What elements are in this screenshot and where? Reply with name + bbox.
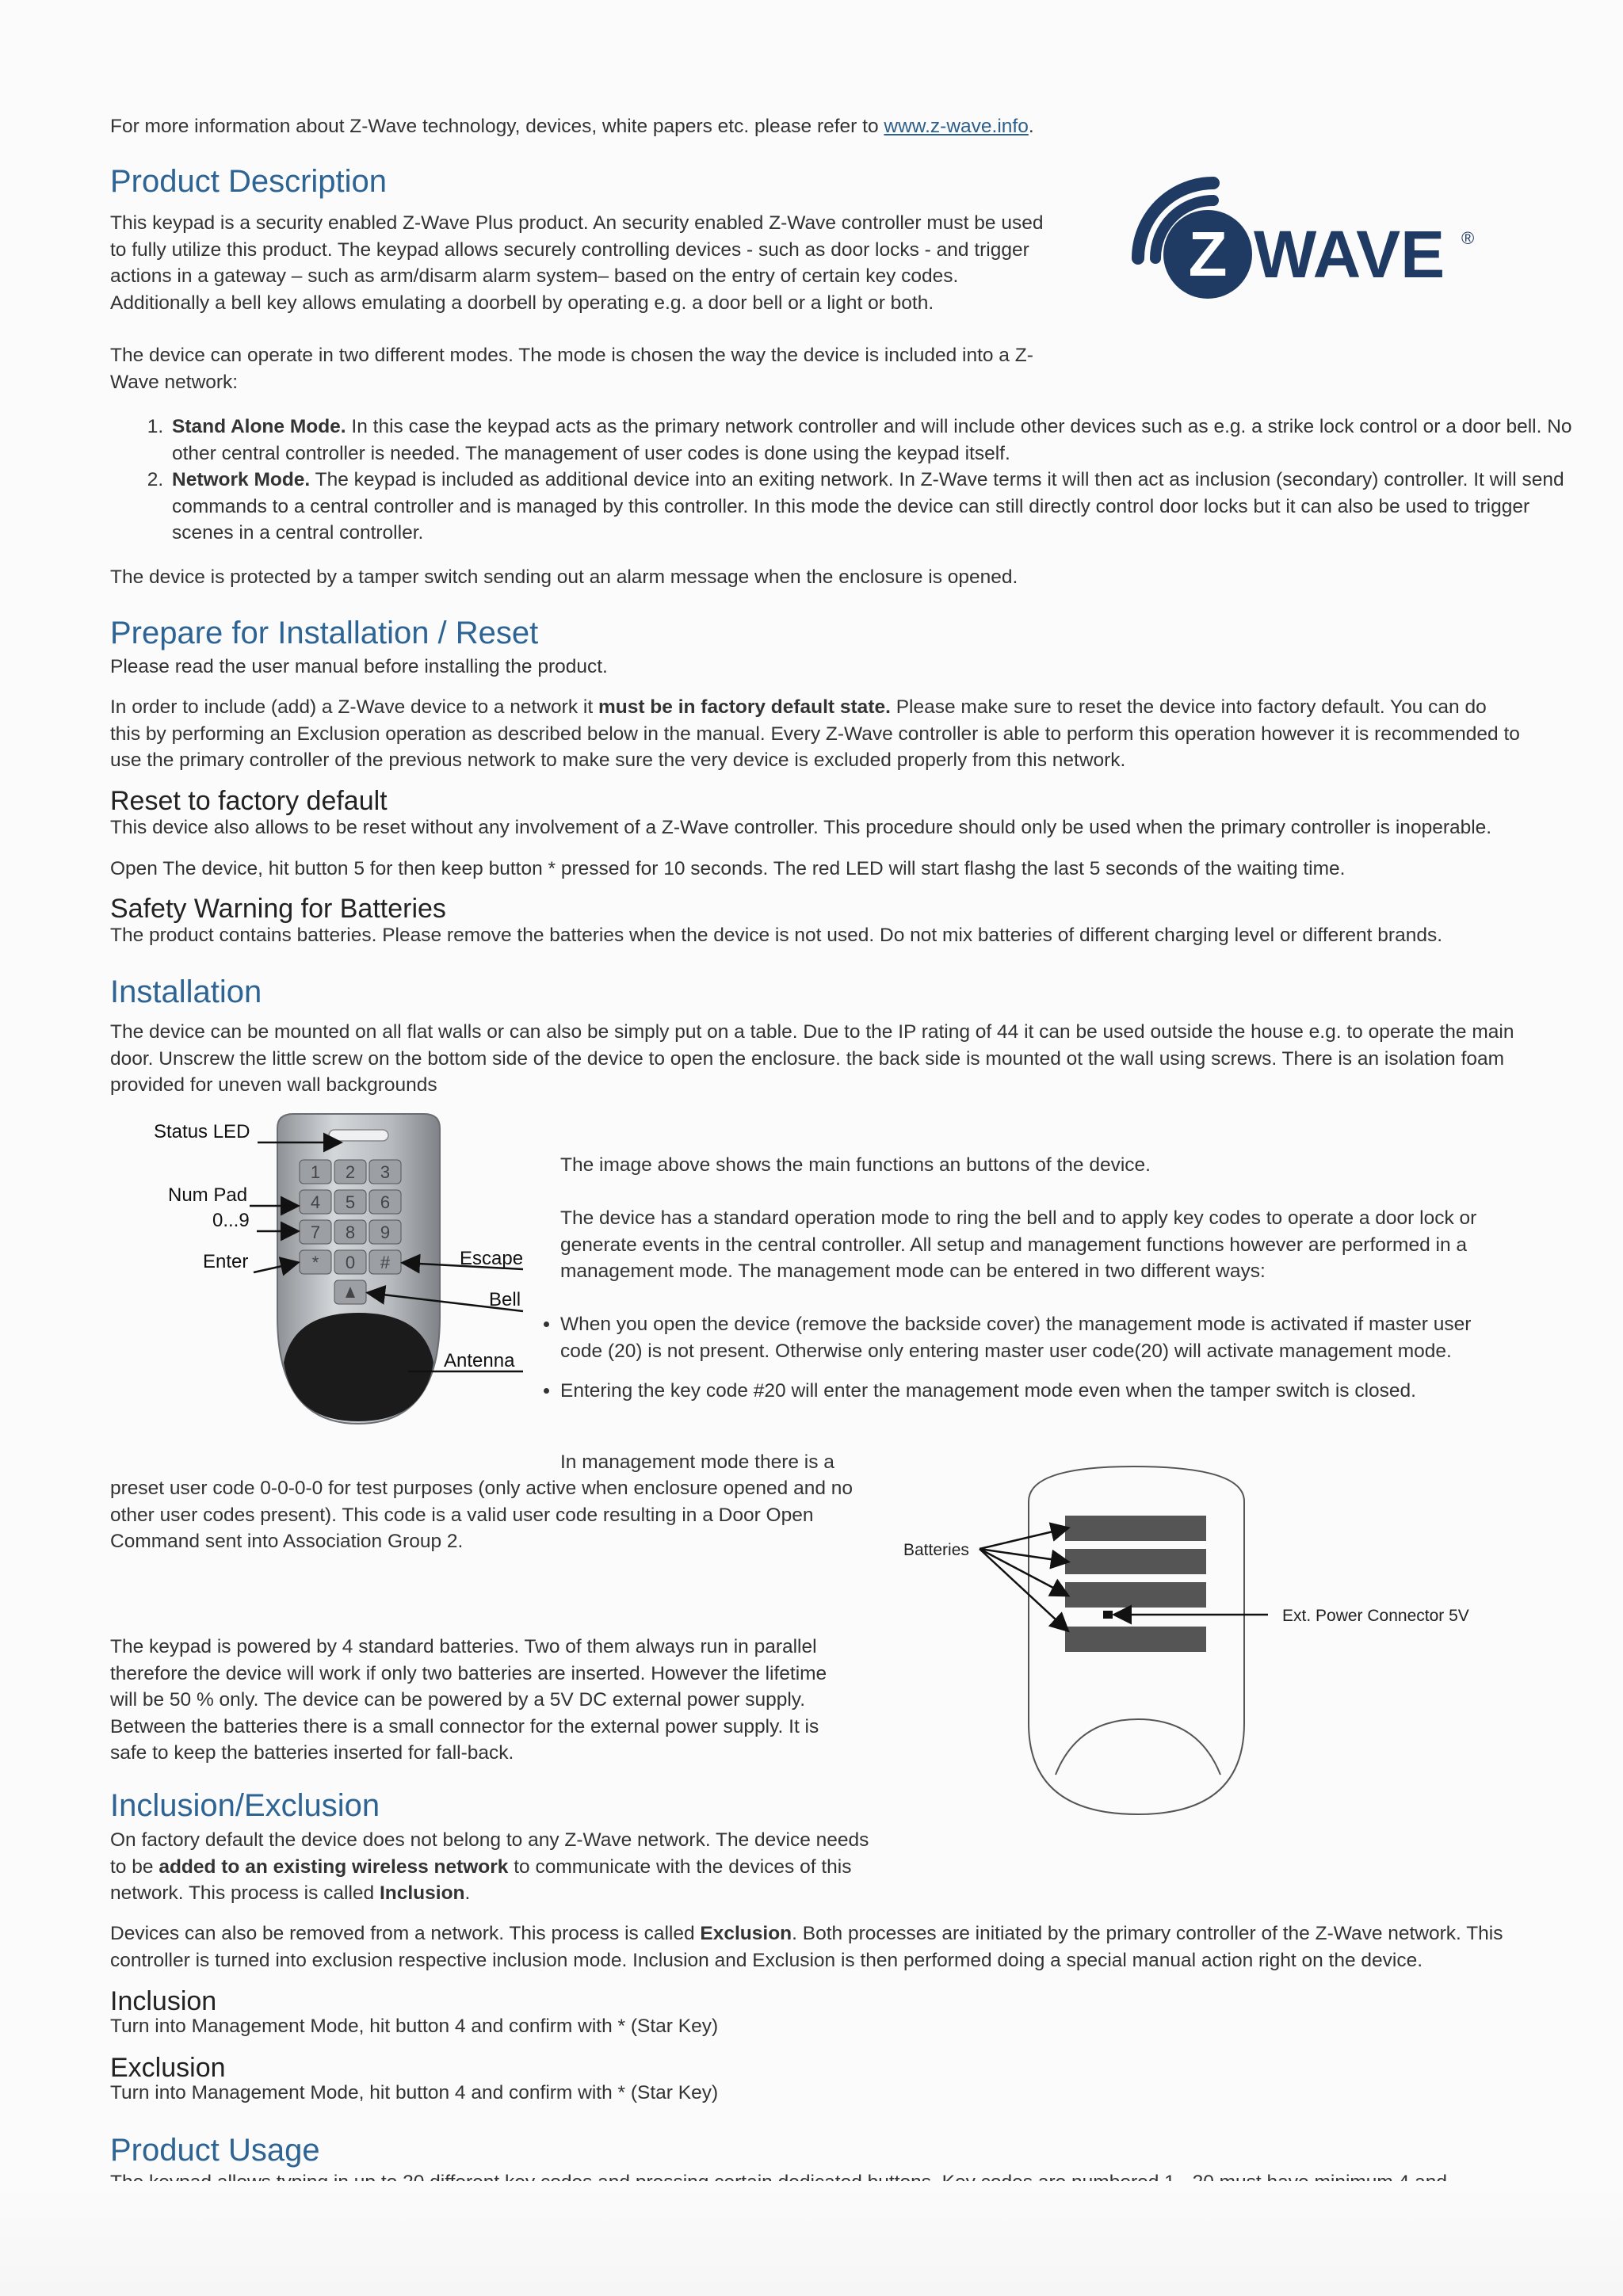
key-label: 9 [380, 1222, 391, 1242]
ie-p2-text: Devices can also be removed from a network. This process is called [110, 1923, 701, 1944]
product-description-p1: This keypad is a security enabled Z-Wave Plus product. An security enabled Z-Wave controller must be used to fully utilize this product. The keypad allows securely controlling devices - such as door locks - and trigger actions in a gateway – such as arm/disarm alarm system– based on the entry of certain key codes. Additionally a bell key allows emulating a doorbell by operating e.g. a door bell or a light or both. [110, 212, 1044, 314]
intro-text: For more information about Z-Wave technology, devices, white papers etc. please refer to [110, 116, 884, 137]
management-mode-list [538, 1311, 1511, 1418]
mode-text: The keypad is included as additional device into an exiting network. In Z-Wave terms it will then act as inclusion (secondary) controller. It will send commands to a central controller and is managed by this controller. In this mode the device can still directly control door locks but it can also be used to trigger scenes in a central controller. [172, 469, 1564, 543]
label-bell: Bell [489, 1289, 521, 1310]
reset-p1: This device also allows to be reset without any involvement of a Z-Wave controller. This procedure should only be used when the primary controller is inoperable. [110, 817, 1492, 838]
inclusion-exclusion-p2 [110, 1920, 1529, 1974]
label-antenna: Antenna [444, 1350, 515, 1371]
label-status-led: Status LED [154, 1121, 250, 1142]
key-label: 6 [380, 1192, 391, 1212]
product-description-p3: The device is protected by a tamper switch sending out an alarm message when the enclosure is opened. [110, 566, 1018, 588]
key-label: 3 [380, 1162, 391, 1182]
key-label: 8 [345, 1222, 356, 1242]
logo-word: WAVE [1254, 217, 1445, 292]
battery-diagram [903, 1462, 1490, 1822]
ie-p1-text2: to communicate with the devices of this network. This process is called [110, 1855, 852, 1904]
product-usage-clip [110, 2171, 1537, 2181]
prepare-p2-text: In order to include (add) a Z-Wave device to a network it [110, 696, 598, 718]
installation-p5: The keypad is powered by 4 standard batteries. Two of them always run in parallel therefore the device will work if only two batteries are inserted. However the lifetime will be 50 % only. The device can be powered by a 5V DC external power supply. Between the batteries there is a small connector for the external power supply. It is safe to keep the batteries inserted for fall-back. [110, 1636, 827, 1764]
prepare-p1: Please read the user manual before installing the product. [110, 656, 608, 677]
prepare-p2 [110, 694, 1521, 774]
keypad-diagram [151, 1111, 531, 1436]
management-mode-item: • When you open the device (remove the backside cover) the management mode is activated if master user code (20) is not present. Otherwise only entering master user code(20) will activate management mode. [560, 1311, 1511, 1364]
key-label: 7 [310, 1222, 321, 1242]
label-ext-power: Ext. Power Connector 5V [1282, 1607, 1469, 1625]
inclusion-exclusion-heading: Inclusion/Exclusion [110, 1788, 380, 1823]
mode-title: Stand Alone Mode. [172, 416, 346, 437]
key-label: 1 [310, 1162, 321, 1182]
mode-item-standalone [169, 414, 1575, 467]
power-connector [1103, 1611, 1113, 1619]
label-batteries: Batteries [903, 1541, 969, 1559]
mode-text: In this case the keypad acts as the primary network controller and will include other devices such as e.g. a strike lock control or a door bell. No other central controller is needed. The management of user codes is done using the keypad itself. [172, 416, 1572, 464]
battery-2 [1065, 1549, 1206, 1574]
product-description-p2: The device can operate in two different modes. The mode is chosen the way the device is included into a Z-Wave network: [110, 345, 1033, 393]
zwave-logo [1098, 139, 1487, 306]
label-enter: Enter [203, 1251, 249, 1272]
installation-p2: The image above shows the main functions an buttons of the device. [560, 1154, 1151, 1176]
installation-p1: The device can be mounted on all flat walls or can also be simply put on a table. Due to the IP rating of 44 it can be used outside the house e.g. to operate the main door. Unscrew the little screw on the bottom side of the device to open the enclosure. the back side is mounted ot the wall using screws. There is an isolation foam provided for uneven wall backgrounds [110, 1021, 1514, 1096]
logo-registered: ® [1461, 228, 1475, 248]
prepare-p2-bold: must be in factory default state. [598, 696, 891, 718]
key-label: 5 [345, 1192, 356, 1212]
installation-p4-first: In management mode there is a [560, 1451, 834, 1473]
installation-p4: preset user code 0-0-0-0 for test purposes (only active when enclosure opened and no other user codes present). This code is a valid user code resulting in a Door Open Command sent into Association Group 2. [110, 1478, 854, 1552]
mode-list [110, 414, 1575, 547]
arrow-battery-1 [980, 1528, 1067, 1549]
key-label: 4 [310, 1192, 321, 1212]
ie-p1-end: . [464, 1882, 471, 1904]
label-num-range: 0...9 [212, 1210, 250, 1231]
logo-z-mark: Z [1188, 219, 1228, 289]
key-label: * [311, 1253, 319, 1272]
inclusion-p1: Turn into Management Mode, hit button 4 and confirm with * (Star Key) [110, 2016, 719, 2037]
label-escape: Escape [460, 1248, 524, 1269]
battery-3 [1065, 1582, 1206, 1608]
status-led-slot [329, 1130, 388, 1141]
inclusion-exclusion-p1 [110, 1827, 871, 1907]
ie-p1-text: On factory default the device does not belong to any Z-Wave network. The device needs to be [110, 1829, 869, 1878]
installation-heading: Installation [110, 974, 262, 1009]
ie-p2-rest: . Both processes are initiated by the primary controller of the Z-Wave network. This controller is turned into exclusion respective inclusion mode. Inclusion and Exclusion is then performed doing a special manual action right on the device. [110, 1923, 1503, 1971]
exclusion-heading: Exclusion [110, 2053, 226, 2083]
mode-title: Network Mode. [172, 469, 311, 490]
safety-p1: The product contains batteries. Please remove the batteries when the device is not used. Do not mix batteries of different charging level or different brands. [110, 925, 1443, 946]
safety-heading: Safety Warning for Batteries [110, 894, 446, 924]
prepare-p2-rest: Please make sure to reset the device into factory default. You can do this by performing an Exclusion operation as described below in the manual. Every Z-Wave controller is able to perform this operation however it is recommended to use the primary controller of the previous network to make sure the very device is excluded properly from this network. [110, 696, 1520, 771]
battery-1 [1065, 1516, 1206, 1541]
ie-p2-bold: Exclusion [700, 1923, 792, 1944]
keypad-diagram-graphic [151, 1111, 531, 1436]
enclosure-arc [1056, 1719, 1220, 1775]
management-mode-item: • Entering the key code #20 will enter the management mode even when the tamper switch is closed. [560, 1378, 1511, 1405]
inclusion-heading: Inclusion [110, 1986, 217, 2016]
page-bottom-fade [0, 2181, 1623, 2296]
key-label: 2 [345, 1162, 356, 1182]
product-usage-heading: Product Usage [110, 2133, 320, 2168]
zwave-logo-graphic [1098, 139, 1487, 306]
antenna-cover [284, 1313, 433, 1421]
key-label: 0 [345, 1253, 356, 1272]
reset-heading: Reset to factory default [110, 786, 388, 816]
installation-p3: The device has a standard operation mode to ring the bell and to apply key codes to operate a door lock or generate events in the central controller. All setup and management functions however are performed in a management mode. The management mode can be entered in two different ways: [560, 1207, 1477, 1282]
intro-line [110, 113, 1537, 140]
ie-p1-bold: added to an existing wireless network [158, 1855, 509, 1878]
zwave-info-link[interactable]: www.z-wave.info [884, 116, 1029, 137]
arrow-battery-4 [980, 1549, 1067, 1630]
battery-diagram-graphic [903, 1462, 1490, 1822]
label-num-pad: Num Pad [168, 1184, 248, 1206]
key-label: # [380, 1253, 391, 1272]
battery-4 [1065, 1627, 1206, 1652]
mode-item-network [169, 467, 1575, 547]
ie-p1-bold2: Inclusion [379, 1882, 465, 1904]
prepare-heading: Prepare for Installation / Reset [110, 616, 539, 650]
exclusion-p1: Turn into Management Mode, hit button 4 and confirm with * (Star Key) [110, 2082, 719, 2103]
reset-p2: Open The device, hit button 5 for then keep button * pressed for 10 seconds. The red LED will start flashg the last 5 seconds of the waiting time. [110, 858, 1346, 879]
intro-end: . [1028, 116, 1034, 137]
product-description-heading: Product Description [110, 164, 388, 199]
